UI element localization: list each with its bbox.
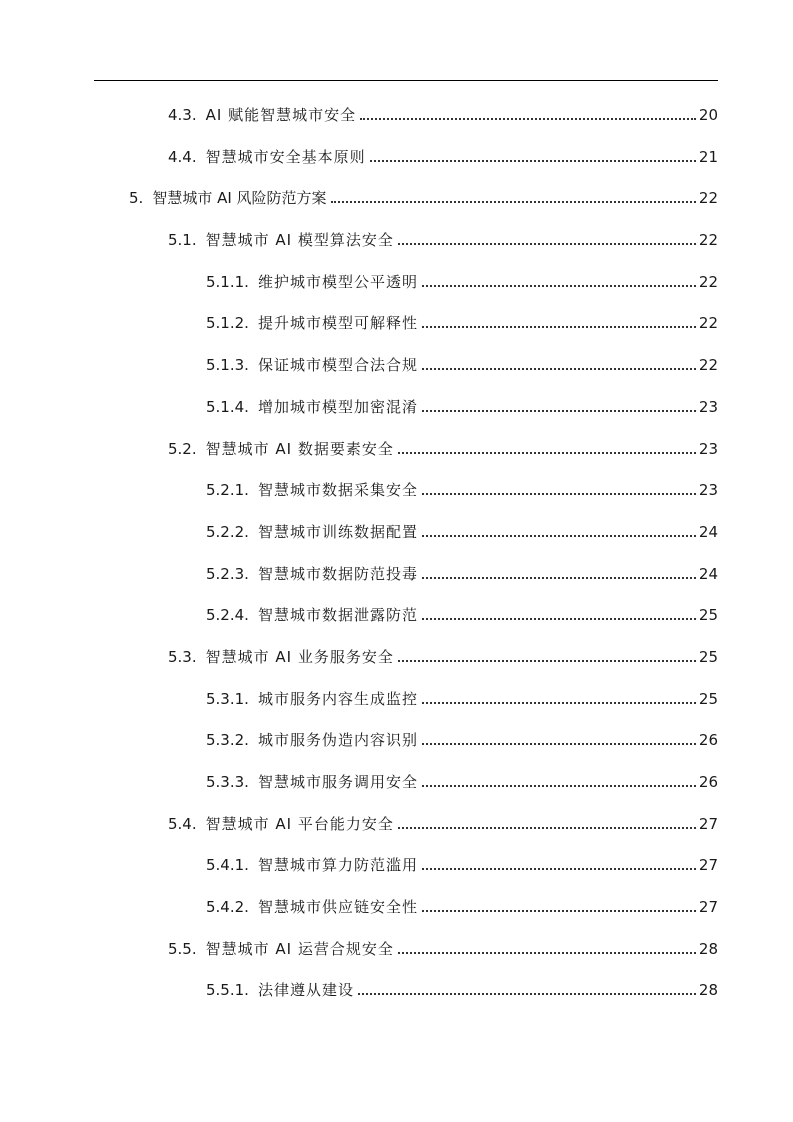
toc-entry-title[interactable]: 智慧城市供应链安全性 (257, 898, 418, 917)
toc-entry-title[interactable]: 智慧城市安全基本原则 (205, 147, 366, 166)
toc-entry-row[interactable] (168, 813, 718, 835)
toc-dot-leader (331, 200, 696, 203)
toc-entry[interactable] (0, 220, 793, 262)
toc-dot-leader (398, 242, 696, 245)
toc-dot-leader (398, 826, 696, 829)
toc-entry-page[interactable]: 22 (698, 356, 718, 375)
header-rule (94, 80, 718, 81)
toc-dot-leader (398, 951, 696, 954)
toc-entry-number: 5.2.4. (206, 606, 249, 625)
toc-entry-title[interactable]: 智慧城市 AI 模型算法安全 (205, 231, 394, 250)
toc-entry-row[interactable] (206, 688, 718, 710)
toc-entry-page[interactable]: 28 (698, 981, 718, 1000)
toc-entry[interactable] (0, 137, 793, 179)
toc-entry[interactable] (0, 762, 793, 804)
toc-entry-page[interactable]: 28 (698, 939, 718, 958)
toc-entry-number: 5.2.2. (206, 522, 249, 541)
toc-entry-page[interactable]: 27 (698, 898, 718, 917)
toc-entry-title[interactable]: 智慧城市 AI 风险防范方案 (152, 189, 327, 208)
toc-dot-leader (422, 534, 696, 537)
toc-dot-leader (422, 909, 696, 912)
toc-entry-number: 5.4. (168, 814, 197, 833)
toc-entry-row[interactable] (206, 354, 718, 376)
toc-entry-row[interactable] (168, 938, 718, 960)
toc-entry-page[interactable]: 24 (698, 564, 718, 583)
toc-entry[interactable] (0, 595, 793, 637)
toc-entry-title[interactable]: 增加城市模型加密混淆 (257, 397, 418, 416)
toc-entry-number: 5.5. (168, 939, 197, 958)
toc-entry-title[interactable]: 智慧城市数据防范投毒 (257, 564, 418, 583)
toc-entry[interactable] (0, 429, 793, 471)
toc-entry[interactable] (0, 345, 793, 387)
toc-entry-row[interactable] (206, 979, 718, 1001)
toc-entry-row[interactable] (168, 229, 718, 251)
toc-entry-row[interactable] (168, 104, 718, 126)
toc-entry-page[interactable]: 25 (698, 647, 718, 666)
toc-entry-title[interactable]: 维护城市模型公平透明 (257, 272, 418, 291)
toc-entry[interactable] (0, 554, 793, 596)
toc-entry-page[interactable]: 25 (698, 689, 718, 708)
toc-entry-page[interactable]: 26 (698, 731, 718, 750)
toc-entry-row[interactable] (206, 604, 718, 626)
toc-entry-number: 5.2.1. (206, 481, 249, 500)
toc-entry[interactable] (0, 95, 793, 137)
toc-entry-number: 5.2. (168, 439, 197, 458)
toc-entry-page[interactable]: 24 (698, 522, 718, 541)
toc-entry-title[interactable]: 智慧城市数据采集安全 (257, 481, 418, 500)
toc-dot-leader (398, 659, 696, 662)
toc-entry-title[interactable]: 智慧城市 AI 平台能力安全 (205, 814, 394, 833)
toc-entry-row[interactable] (206, 729, 718, 751)
toc-entry-title[interactable]: 智慧城市训练数据配置 (257, 522, 418, 541)
toc-entry-title[interactable]: 智慧城市算力防范滥用 (257, 856, 418, 875)
toc-dot-leader (422, 284, 696, 287)
toc-entry-number: 4.4. (168, 147, 197, 166)
toc-entry-page[interactable]: 22 (698, 231, 718, 250)
toc-entry-title[interactable]: 法律遵从建设 (257, 981, 354, 1000)
toc-entry-title[interactable]: 智慧城市 AI 运营合规安全 (205, 939, 394, 958)
toc-entry-row[interactable] (206, 479, 718, 501)
toc-dot-leader (398, 451, 696, 454)
toc-entry[interactable] (0, 804, 793, 846)
toc-entry-number: 5.1.2. (206, 314, 249, 333)
toc-entry[interactable] (0, 887, 793, 929)
toc-entry-title[interactable]: 智慧城市 AI 业务服务安全 (205, 647, 394, 666)
toc-entry-number: 5.3.1. (206, 689, 249, 708)
toc-entry-title[interactable]: 城市服务伪造内容识别 (257, 731, 418, 750)
toc-entry[interactable] (0, 303, 793, 345)
toc-entry-title[interactable]: 智慧城市服务调用安全 (257, 773, 418, 791)
toc-entry[interactable] (0, 720, 793, 762)
toc-entry-row[interactable] (168, 646, 718, 668)
toc-dot-leader (422, 492, 696, 495)
toc-entry-row[interactable] (206, 854, 718, 876)
toc-entry-page[interactable]: 25 (698, 606, 718, 625)
toc-entry-page[interactable]: 27 (698, 814, 718, 833)
toc-entry[interactable] (0, 387, 793, 429)
toc-dot-leader (422, 409, 696, 412)
toc-entry[interactable] (0, 262, 793, 304)
toc-entry[interactable] (0, 178, 793, 220)
toc-entry-title[interactable]: 智慧城市数据泄露防范 (257, 606, 418, 625)
toc-entry-page[interactable]: 22 (698, 314, 718, 333)
toc-dot-leader (422, 367, 696, 370)
toc-dot-leader (422, 576, 696, 579)
toc-entry-title[interactable]: 保证城市模型合法合规 (257, 356, 418, 375)
toc-entry-row[interactable] (206, 271, 718, 293)
toc-dot-leader (370, 159, 696, 162)
toc-entry-number: 5.1.3. (206, 356, 249, 375)
toc-dot-leader (422, 617, 696, 620)
toc-entry-number: 5.1.4. (206, 397, 249, 416)
toc-entry-title[interactable]: 提升城市模型可解释性 (257, 314, 418, 333)
toc-entry-page[interactable]: 23 (698, 439, 718, 458)
toc-entry-page[interactable]: 22 (698, 272, 718, 291)
table-of-contents (0, 95, 793, 1012)
toc-entry[interactable] (0, 929, 793, 971)
toc-entry-row[interactable] (206, 896, 718, 918)
toc-dot-leader (422, 325, 696, 328)
toc-entry-page[interactable]: 21 (698, 147, 718, 166)
toc-entry[interactable] (0, 470, 793, 512)
toc-entry-number: 5.4.1. (206, 856, 249, 875)
toc-entry-row[interactable] (206, 312, 718, 334)
toc-entry-row[interactable] (206, 771, 718, 793)
toc-entry-page[interactable]: 27 (698, 856, 718, 875)
toc-entry-row[interactable] (129, 187, 718, 209)
toc-entry-title[interactable]: 智慧城市 AI 数据要素安全 (205, 439, 394, 458)
toc-entry-row[interactable] (168, 146, 718, 168)
toc-entry-number: 5.1. (168, 231, 197, 250)
toc-entry-title[interactable]: AI 赋能智慧城市安全 (205, 106, 357, 124)
toc-entry-page[interactable]: 22 (698, 189, 718, 208)
toc-dot-leader (422, 867, 696, 870)
toc-entry-number: 4.3. (168, 106, 197, 124)
toc-dot-leader (422, 742, 696, 745)
toc-entry-number: 5.5.1. (206, 981, 249, 1000)
toc-dot-leader (360, 117, 696, 120)
toc-entry-number: 5.3. (168, 647, 197, 666)
toc-entry-number: 5.3.2. (206, 731, 249, 750)
toc-dot-leader (358, 992, 696, 995)
toc-entry-row[interactable] (206, 396, 718, 418)
toc-entry-number: 5.3.3. (206, 773, 249, 791)
toc-entry-number: 5.4.2. (206, 898, 249, 917)
toc-entry[interactable] (0, 679, 793, 721)
toc-entry-page[interactable]: 20 (698, 106, 718, 124)
toc-entry-page[interactable]: 26 (698, 773, 718, 791)
toc-entry-number: 5.1.1. (206, 272, 249, 291)
toc-entry[interactable] (0, 970, 793, 1012)
toc-entry-row[interactable] (206, 563, 718, 585)
toc-entry-page[interactable]: 23 (698, 481, 718, 500)
toc-dot-leader (422, 701, 696, 704)
toc-entry-row[interactable] (206, 521, 718, 543)
toc-entry-page[interactable]: 23 (698, 397, 718, 416)
toc-dot-leader (422, 784, 696, 787)
toc-entry-row[interactable] (168, 438, 718, 460)
toc-entry-title[interactable]: 城市服务内容生成监控 (257, 689, 418, 708)
toc-entry[interactable] (0, 845, 793, 887)
toc-entry-number: 5.2.3. (206, 564, 249, 583)
toc-entry[interactable] (0, 512, 793, 554)
toc-entry[interactable] (0, 637, 793, 679)
toc-entry-number: 5. (129, 189, 144, 208)
